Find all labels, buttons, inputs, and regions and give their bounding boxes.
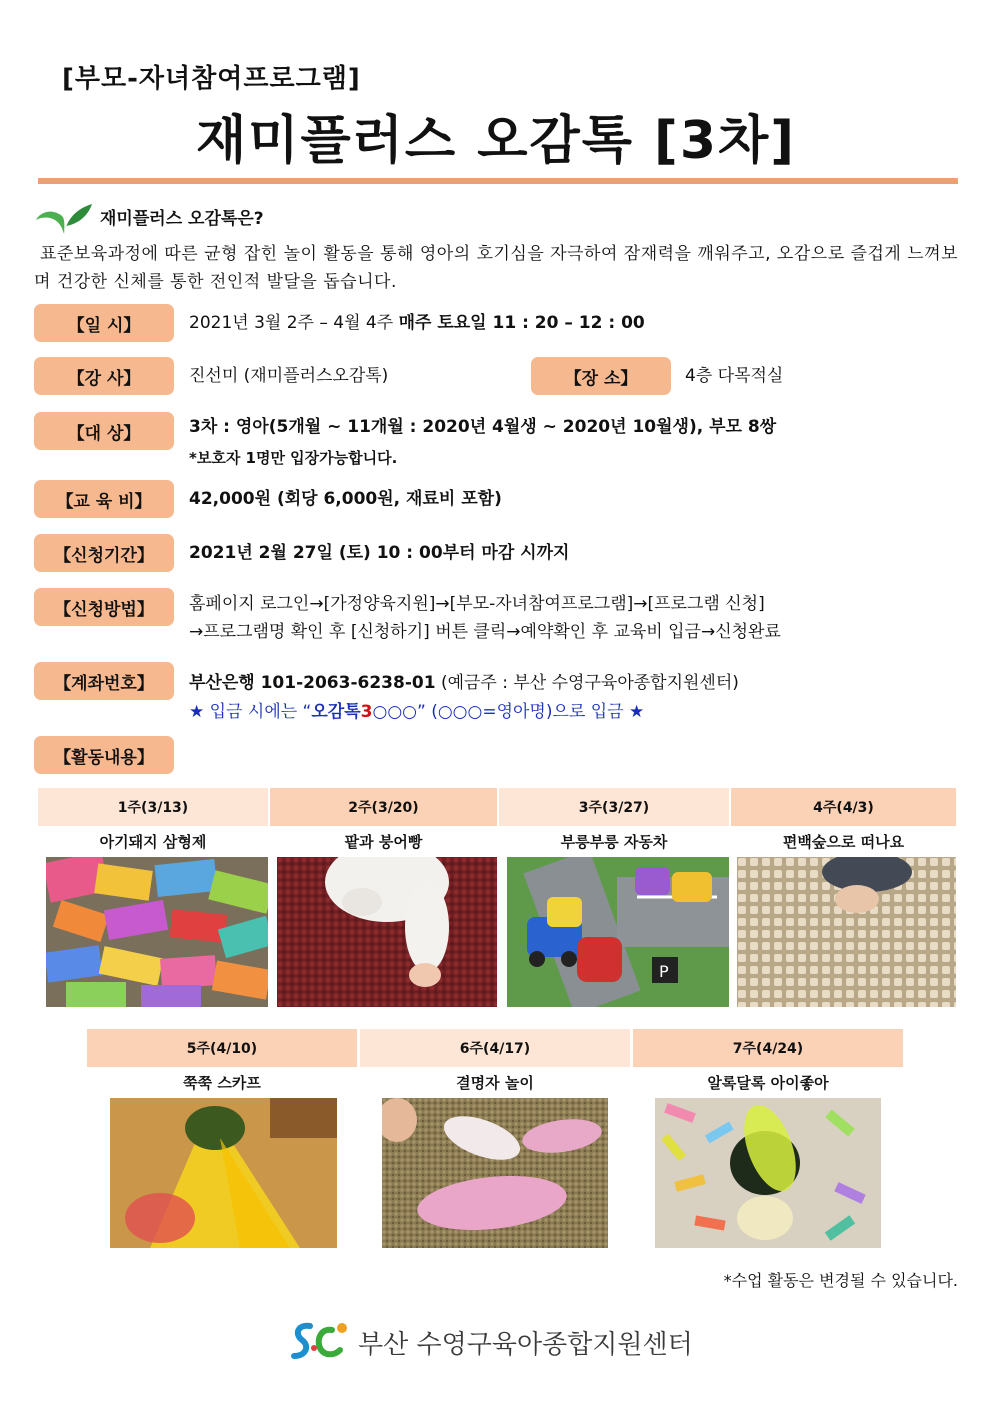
sprout-icon xyxy=(34,200,94,236)
target-value: 3차 : 영아(5개월 ~ 11개월 : 2020년 4월생 ~ 2020년 10월생), 부모 8쌍 xyxy=(189,417,777,437)
activity-label: 【활동내용】 xyxy=(34,736,174,774)
place-label: 【장 소】 xyxy=(531,357,671,395)
method-line-2: →프로그램명 확인 후 [신청하기] 버튼 클릭→예약확인 후 교육비 입금→신청완료 xyxy=(189,622,781,642)
account-note: ★ 입금 시에는 “오감톡3○○○” (○○○=영아명)으로 입금 ★ xyxy=(189,702,645,722)
target-note: *보호자 1명만 입장가능합니다. xyxy=(189,449,398,467)
week-2-photo xyxy=(277,857,497,1007)
center-logo-icon xyxy=(290,1320,350,1364)
week-2-title: 팥과 붕어빵 xyxy=(344,833,423,851)
target-label: 【대 상】 xyxy=(34,412,174,450)
week-4-photo xyxy=(737,857,956,1007)
week-4-title: 편백숲으로 떠나요 xyxy=(782,833,905,851)
date-label: 【일 시】 xyxy=(34,304,174,342)
week-4-header: 4주(4/3) xyxy=(731,788,956,826)
instructor-value: 진선미 (재미플러스오감톡) xyxy=(189,366,389,386)
method-line-1: 홈페이지 로그인→[가정양육지원]→[부모-자녀참여프로그램]→[프로그램 신청] xyxy=(189,594,765,614)
week-7-photo xyxy=(655,1098,881,1248)
footnote: *수업 활동은 변경될 수 있습니다. xyxy=(723,1271,958,1290)
week-5-title: 쭉쭉 스카프 xyxy=(183,1074,261,1092)
intro-text: 표준보육과정에 따른 균형 잡힌 놀이 활동을 통해 영아의 호기심을 자극하여 잠재력을 깨워주고, 오감으로 즐겁게 느껴보며 건강한 신체를 통한 전인적 발달을 돕습니다. xyxy=(34,244,959,292)
title-divider xyxy=(38,178,958,184)
fee-value: 42,000원 (회당 6,000원, 재료비 포함) xyxy=(189,489,502,509)
center-name: 부산 수영구육아종합지원센터 xyxy=(358,1329,693,1360)
week-3-photo xyxy=(507,857,729,1007)
week-1-header: 1주(3/13) xyxy=(38,788,268,826)
week-7-title: 알록달록 아이좋아 xyxy=(707,1074,829,1092)
week-1-photo xyxy=(46,857,268,1007)
week-1-title: 아기돼지 삼형제 xyxy=(99,833,207,851)
place-value: 4층 다목적실 xyxy=(685,366,784,386)
program-category: [부모-자녀참여프로그램] xyxy=(62,64,361,94)
intro-heading: 재미플러스 오감톡은? xyxy=(100,209,264,229)
account-label: 【계좌번호】 xyxy=(34,662,174,700)
period-label: 【신청기간】 xyxy=(34,534,174,572)
week-7-header: 7주(4/24) xyxy=(633,1029,903,1067)
week-2-header: 2주(3/20) xyxy=(270,788,497,826)
account-value: 부산은행 101-2063-6238-01 (예금주 : 부산 수영구육아종합지원센터) xyxy=(189,673,739,693)
instructor-label: 【강 사】 xyxy=(34,357,174,395)
week-3-header: 3주(3/27) xyxy=(499,788,729,826)
week-5-header: 5주(4/10) xyxy=(87,1029,357,1067)
method-label: 【신청방법】 xyxy=(34,588,174,626)
week-6-photo xyxy=(382,1098,608,1248)
week-6-title: 결명자 놀이 xyxy=(456,1074,534,1092)
svg-text:P: P xyxy=(659,962,669,981)
date-value: 2021년 3월 2주 – 4월 4주 매주 토요일 11 : 20 – 12 : 00 xyxy=(189,313,645,333)
fee-label: 【교 육 비】 xyxy=(34,480,174,518)
week-5-photo xyxy=(110,1098,337,1248)
period-value: 2021년 2월 27일 (토) 10 : 00부터 마감 시까지 xyxy=(189,543,570,563)
week-3-title: 부릉부릉 자동차 xyxy=(560,833,668,851)
page-title: 재미플러스 오감톡 [3차] xyxy=(195,111,796,171)
footer xyxy=(290,1318,710,1366)
week-6-header: 6주(4/17) xyxy=(360,1029,630,1067)
